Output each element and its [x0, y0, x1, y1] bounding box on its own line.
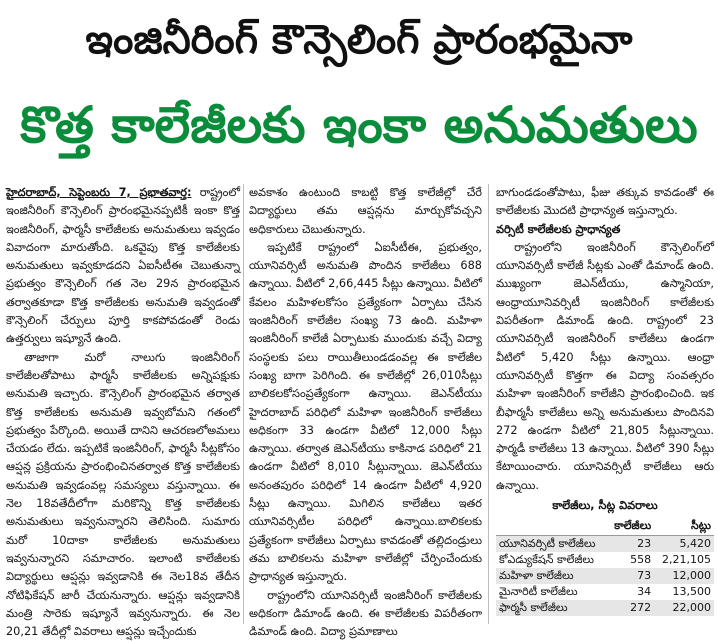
table-row: [496, 552, 714, 568]
paragraph: తాజాగా మరో నాలుగు ఇంజినీరింగ్ కాలేజీలతోపాటు ఫార్మసీ కాలేజీలకు అన్నిపక్షుకు అనుమతి ఇచ్చారు. కౌన్సెలింగ్ ప్రారంభమైన తర్వాత కొత్త కాలేజీలకు అనుమతి ఇవ్వబోమని గతంలో ప్రభుత్వం పేర్కొంది. అయితే దానిని ఆచరణలోఅమలు చేయడం లేదు. ఇప్పటికే ఇంజినీరింగ్, ఫార్మసీ సీట్లకోసం ఆప్షన్ల ప్రక్రియను ప్రారంభించినతర్వాత కొత్త కాలేజీలకు అనుమతి ఇవ్వడంవల్ల సమస్యలు వస్తున్నాయి. ఈ నెల 18వతేదీలోగా మరికొన్ని కొత్త కాలేజీలకు అనుమతులు ఇవ్వనున్నారని తెలిసింది. సుమారు మరో 10దాకా కాలేజీలకు అనుమతులు ఇవ్వనున్నారని సమాచారం. ఇలాంటి కాలేజీలకు విద్యార్థులు ఆప్షన్లు ఇవ్వడానికి ఈ నెల18వ తేదీన నోటిఫికేషన్ జారీ చేయనున్నారు. ఆప్షన్లు ఇవ్వడానికి మంత్రి సారెకు ఇష్యూనే ఇవ్వనున్నారు. ఈ నెల 20,21 తేదీల్లో వివరాలు ఆప్షన్లు ఇచ్చేందుకు: [6, 350, 240, 639]
table-cell: 272: [607, 600, 654, 616]
main-headline: కొత్త కాలేజీలకు ఇంకా అనుమతులు: [20, 96, 698, 154]
paragraph: బాగుండడంతోపాటు, ఫీజు తక్కువ కావడంతో ఈ కాలేజీలకు మొదటి ప్రాధాన్యత ఇస్తున్నారు.: [496, 186, 714, 218]
paragraph: ఇప్పటికే రాష్ట్రంలో ఏఐసీటీఈ, ప్రభుత్వం, యూనివర్సిటీ అనుమతి పొందిన కాలేజీలు 688 ఉన్నాయి. వీటిలో 2,66,445 సీట్లు ఉన్నాయి. వీటిలో కేవలం మహిళలకోసం ప్రత్యేకంగా ఏర్పాటు చేసిన ఇంజినీరింగ్ కాలేజీల సంఖ్య 73 ఉంది. మహిళా ఇంజినీరింగ్ కాలేజీ ఏర్పాటుకు ముందుకు వచ్చే విద్యా సంస్థలకు పలు రాయితీలుండడంవల్ల ఈ కాలేజీల సంఖ్య బాగా పెరిగింది. ఈ కాలేజీల్లో 26,010సీట్లు బాలికలకోసంప్రత్యేకంగా ఉన్నాయి. జెఎన్‌టీయు హైదరాబాద్ పరిధిలో మహిళా ఇంజినీరింగ్ కాలేజీలు అధికంగా 33 ఉండగా వీటిలో 12,000 సీట్లు ఉన్నాయి. తర్వాత జెఎన్‌టీయు కాకినాడ పరిధిలో 21 ఉండగా వీటిలో 8,010 సీట్లున్నాయి. జెఎన్‌టీయు అనంతపురం పరిధిలో 14 ఉండగా వీటిలో 4,920 సీట్లు ఉన్నాయి. మిగిలిన కాలేజీలు ఇతర యూనివర్సిటీల పరిధిలో ఉన్నాయి.బాలికలకు ప్రత్యేకంగా కాలేజీలు ఏర్పాటు కావడంతో తల్లిదండ్రులు తమ బాలికలను మహిళా కాలేజీల్లో చేర్పించేందుకు ప్రాధాన్యత ఇస్తున్నారు.: [249, 240, 482, 584]
table-cell: 22,000: [654, 600, 714, 616]
table-cell: 23: [607, 536, 654, 553]
column-divider: [243, 184, 244, 624]
table-header: కాలేజీలు: [607, 517, 654, 536]
subheading: వర్సిటీ కాలేజీలకు ప్రాధాన్యత: [496, 222, 621, 236]
paragraph: అవకాశం ఉంటుంది కాబట్టి కొత్త కాలేజీల్లో చేరే విద్యార్థులు తమ ఆప్షన్లను మార్చుకోవచ్చని అధికారులు చెబుతున్నారు.: [249, 186, 482, 236]
column-divider: [488, 184, 489, 624]
table-caption: కాలేజీలు, సీట్ల వివరాలు: [552, 499, 658, 513]
table-cell: యూనివర్సిటీ కాలేజీలు: [496, 536, 607, 553]
article-column-2: [249, 184, 482, 639]
paragraph: [6, 184, 240, 349]
table-cell: 2,21,105: [662, 553, 711, 567]
article-column-1: [6, 184, 240, 639]
paragraph: రాష్ట్రంలోని యూనివర్సిటీ ఇంజినీరింగ్ కాలేజీలకు అధికంగా డిమాండ్ ఉంది. ఈ కాలేజీలకు విపరీతంగా డిమాండ్ ఉంది. విద్యా ప్రమాణాలు: [249, 588, 482, 639]
table-row: [496, 584, 714, 600]
table-cell: మైనారిటీ కాలేజీలు: [499, 585, 578, 599]
paragraph: రాష్ట్రంలోని ఇంజినీరింగ్ కౌన్సెలింగ్‌లో యూనివర్సిటీ కాలేజీ సీట్లకు ఎంతో డిమాండ్ ఉంది. ముఖ్యంగా జెఎన్‌టీయు, ఉస్మానియా, ఆంధ్రాయూనివర్సిటీ ఇంజినీరింగ్ కాలేజీలకు విపరీతంగా డిమాండ్ ఉంది. రాష్ట్రంలో 23 యూనివర్సిటీ ఇంజినీరింగ్ కాలేజీలు ఉండగా వీటిలో 5,420 సీట్లు ఉన్నాయి. ఆంధ్రా యూనివర్సిటీ కొత్తగా ఈ విద్యా సంవత్సరం మహిళా ఇంజినీరింగ్ కాలేజీని ప్రారంభించింది. ఇక బీఫార్మసీ కాలేజీలు అన్ని అనుమతులు పొందినవి 272 ఉండగా వీటిలో 21,805 సీట్లున్నాయి. ఫార్మడీ కాలేజీలు 13 ఉన్నాయి. వీటిలో 390 సీట్లు కేటాయించారు. యూనివర్సిటీ కాలేజీలు ఆరు ఉన్నాయి.: [496, 240, 714, 492]
table-cell: 558: [630, 553, 652, 567]
table-header: [496, 517, 607, 536]
seats-table: [496, 517, 714, 616]
table-cell: ఫార్మసీ కాలేజీలు: [496, 600, 607, 616]
table-row: [496, 568, 714, 584]
table-cell: 5,420: [654, 536, 714, 553]
table-cell: 13,500: [672, 585, 711, 599]
table-cell: కోఎడ్యుకేషన్ కాలేజీలు: [499, 553, 594, 567]
table-header: సీట్లు: [654, 517, 714, 536]
kicker-headline: ఇంజినీరింగ్ కౌన్సెలింగ్ ప్రారంభమైనా: [85, 17, 633, 63]
dateline: హైదరాబాద్, సెప్టెంబరు 7, ప్రభాతవార్త:: [6, 186, 192, 199]
table-cell: 12,000: [654, 568, 714, 584]
article-column-3: [496, 184, 714, 624]
table-cell: మహిళా కాలేజీలు: [496, 568, 607, 584]
table-row: [496, 536, 714, 553]
table-cell: 73: [607, 568, 654, 584]
table-cell: 34: [637, 585, 652, 599]
paragraph-text: రాష్ట్రంలో ఇంజినీరింగ్ కౌన్సెలింగ్ ప్రారంభమైనప్పటికీ ఇంకా కొత్త ఇంజినీరింగ్, ఫార్మసీ కాలేజీలకు అనుమతులు ఇవ్వడం వివాదంగా మారుతోంది. ఒకవైపు కొత్త కాలేజీలకు అనుమతులు ఇవ్వకూడదని ఏఐసీటీఈ చెబుతున్నా ప్రభుత్వం కౌన్సెలింగ్ గత నెల 29న ప్రారంభమైన తర్వాతకూడా కొత్త కాలేజీలకు అనుమతి ఇవ్వడంతో కౌన్సెలింగ్ చేర్పులు పూర్తి కాకపోవడంతో రెండు ఉత్తర్వులు ఇష్యూనే ఉంది.: [6, 186, 240, 346]
table-row: [496, 600, 714, 616]
